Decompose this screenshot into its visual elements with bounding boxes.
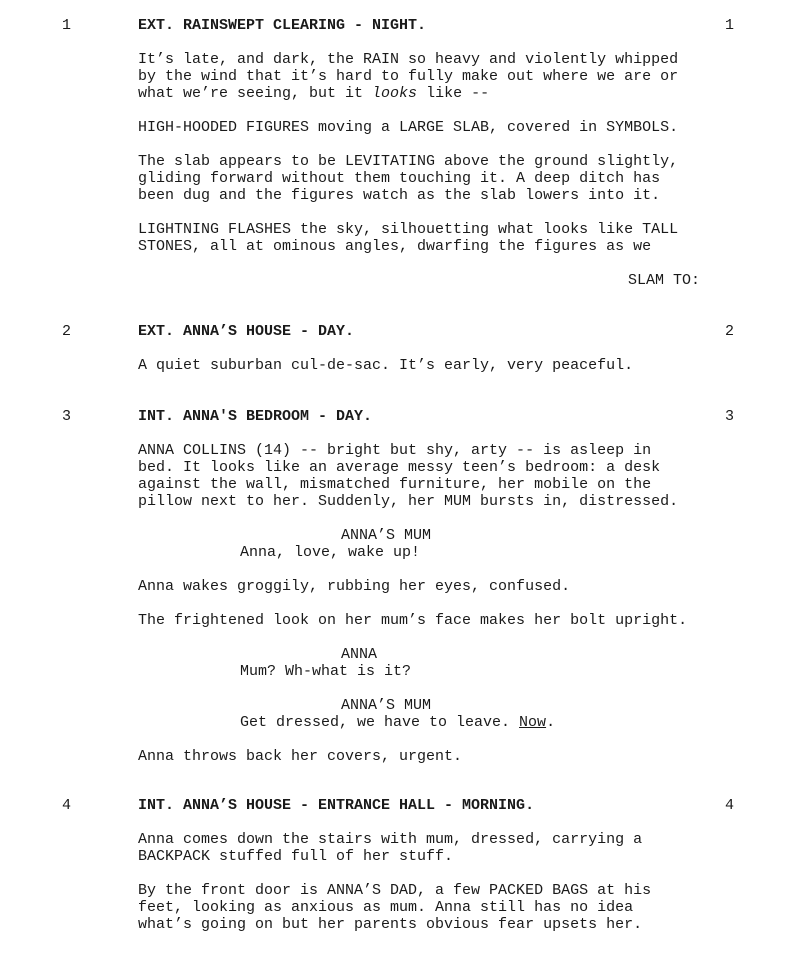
action-paragraph: A quiet suburban cul-de-sac. It’s early, very peaceful. (138, 357, 634, 374)
scene-heading: INT. ANNA’S HOUSE - ENTRANCE HALL - MORNING. (138, 797, 535, 814)
dialogue-text: . (546, 714, 556, 731)
scene-number-left: 3 (62, 408, 72, 425)
action-paragraph: The slab appears to be LEVITATING above the ground slightly, gliding forward without them touching it. A deep ditch has been dug and the figures watch as the slab lowers into it. (138, 153, 679, 204)
action-paragraph (138, 51, 748, 102)
dialogue-text: Get dressed, we have to leave. (240, 714, 520, 731)
scene-heading: EXT. RAINSWEPT CLEARING - NIGHT. (138, 17, 427, 34)
action-paragraph: ANNA COLLINS (14) -- bright but shy, arty -- is asleep in bed. It looks like an average messy teen’s bedroom: a desk against the wall, mismatched furniture, her mobile on the pillow next to her. Suddenly, her MUM bursts in, distressed. (138, 442, 679, 510)
action-paragraph: Anna throws back her covers, urgent. (138, 748, 463, 765)
scene-number-right: 4 (725, 797, 735, 814)
character-name: ANNA’S MUM (341, 527, 432, 544)
action-paragraph: By the front door is ANNA’S DAD, a few PACKED BAGS at his feet, looking as anxious as mum. Anna still has no idea what’s going on but her parents obvious fear upsets her. (138, 882, 652, 933)
action-paragraph: HIGH-HOODED FIGURES moving a LARGE SLAB, covered in SYMBOLS. (138, 119, 679, 136)
scene-number-right: 2 (725, 323, 735, 340)
action-text: like -- (417, 85, 490, 102)
action-paragraph: Anna comes down the stairs with mum, dressed, carrying a BACKPACK stuffed full of her stuff. (138, 831, 643, 865)
dialogue (240, 714, 555, 731)
character-name: ANNA (341, 646, 378, 663)
action-paragraph: Anna wakes groggily, rubbing her eyes, confused. (138, 578, 571, 595)
scene-number-left: 1 (62, 17, 72, 34)
dialogue: Mum? Wh-what is it? (240, 663, 412, 680)
dialogue-emphasis: Now (519, 714, 547, 731)
character-name: ANNA’S MUM (341, 697, 432, 714)
scene-number-right: 3 (725, 408, 735, 425)
action-emphasis: looks (372, 85, 418, 102)
action-paragraph: LIGHTNING FLASHES the sky, silhouetting what looks like TALL STONES, all at ominous angles, dwarfing the figures as we (138, 221, 679, 255)
dialogue: Anna, love, wake up! (240, 544, 421, 561)
scene-heading: EXT. ANNA’S HOUSE - DAY. (138, 323, 355, 340)
scene-number-right: 1 (725, 17, 735, 34)
action-text: It’s late, and dark, the RAIN so heavy and violently whipped by the wind that it’s hard to fully make out where we are or what we’re seeing, but it (138, 51, 679, 102)
scene-number-left: 4 (62, 797, 72, 814)
scene-heading: INT. ANNA'S BEDROOM - DAY. (138, 408, 373, 425)
action-paragraph: The frightened look on her mum’s face makes her bolt upright. (138, 612, 688, 629)
transition: SLAM TO: (628, 272, 701, 289)
scene-number-left: 2 (62, 323, 72, 340)
